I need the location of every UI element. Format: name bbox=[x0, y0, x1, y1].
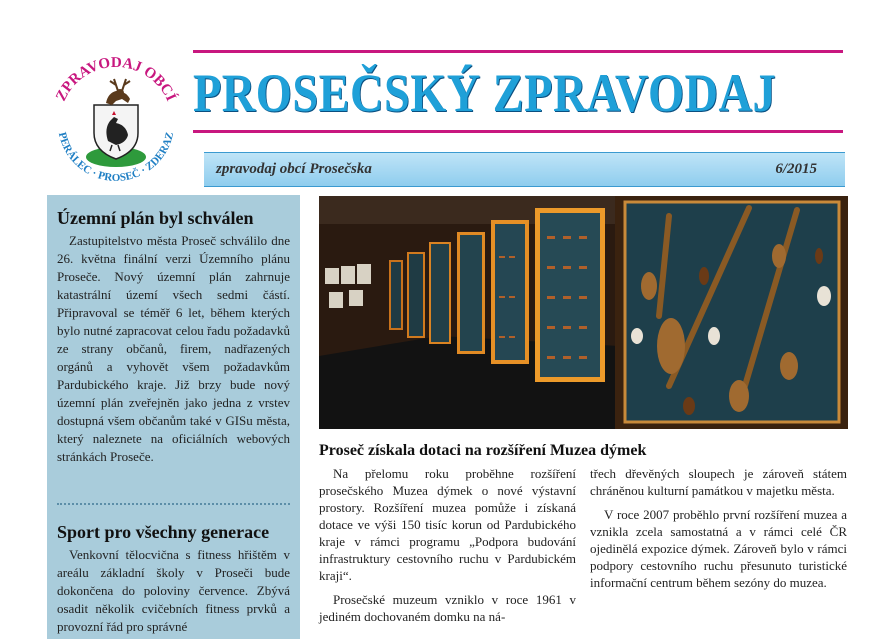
logo-arc-bottom: PERÁLEC · PROSEČ · ZDERAZ bbox=[55, 131, 177, 184]
museum-pipes-exhibition-photo bbox=[319, 196, 848, 429]
masthead-top-rule bbox=[193, 50, 843, 53]
main-article-column-2 bbox=[590, 465, 847, 598]
masthead-bottom-rule bbox=[193, 130, 843, 133]
sidebar-article2-body: Venkovní tělocvična s fitness hřištěm v areálu základní školy v Proseči bude dokončena do poloviny července. Zbývá osadit několik cvičebních fitness prvků a provozní řád pro správné bbox=[57, 547, 290, 634]
newsletter-logo bbox=[46, 45, 186, 185]
deer-rooster-crest-icon bbox=[86, 79, 146, 167]
main-article-paragraph: Prosečské muzeum vzniklo v roce 1961 v jediném dochovaném domku na ná- bbox=[319, 592, 576, 624]
sidebar-article2-heading: Sport pro všechny generace bbox=[57, 522, 270, 542]
main-article-paragraph: Na přelomu roku proběhne rozšíření prosečského Muzea dýmek o nové výstavní prostory. Rozšíření muzea pomůže i získaná dotace ve výši 150 tisíc korun od Pardubického kraje v rámci programu „Podpora budování infrastruktury cestovního ruchu v Pardubickém kraji“. bbox=[319, 466, 576, 583]
masthead-title: PROSEČSKÝ ZPRAVODAJ bbox=[193, 63, 777, 123]
main-article-paragraph: třech dřevěných sloupech je zároveň státem chráněnou kulturní památkou v majetku města. bbox=[590, 466, 847, 498]
masthead-subtitle: zpravodaj obcí Prosečska bbox=[216, 161, 372, 177]
masthead-subtitle-band bbox=[204, 152, 845, 187]
main-article-column-1 bbox=[319, 465, 576, 632]
sidebar bbox=[47, 195, 300, 639]
sidebar-article1-body: Zastupitelstvo města Proseč schválilo dne 26. května finální verzi Územního plánu Proseče. Nový územní plán zahrnuje katastrální území všech sedmi částí. Připravoval se téměř 6 let, během kterých bylo nutné zapracovat celou řadu požadavků ze strany občanů, firem, nadřazených orgánů a vyhovět všem požadavkům Pardubického kraje. Již brzy bude nový územní plán zveřejněn jako jedna z vrstev dostupná všem občanům také v GISu města, který naleznete na oficiálních webových stránkách Proseče. bbox=[57, 233, 290, 464]
logo-arc-top: ZPRAVODAJ OBCÍ bbox=[53, 54, 179, 104]
main-article-paragraph: V roce 2007 proběhlo první rozšíření muzea a vznikla zcela samostatná a v rámci celé ČR ojedinělá expozice dýmek. Zároveň bylo v rámci podpory cestovního ruchu přesunuto turistické informační centrum během sezóny do muzea. bbox=[590, 507, 847, 590]
issue-number: 6/2015 bbox=[775, 161, 817, 177]
sidebar-divider bbox=[57, 503, 290, 505]
sidebar-article1-heading: Územní plán byl schválen bbox=[57, 208, 254, 228]
main-article-heading: Proseč získala dotaci na rozšíření Muzea dýmek bbox=[319, 442, 647, 459]
